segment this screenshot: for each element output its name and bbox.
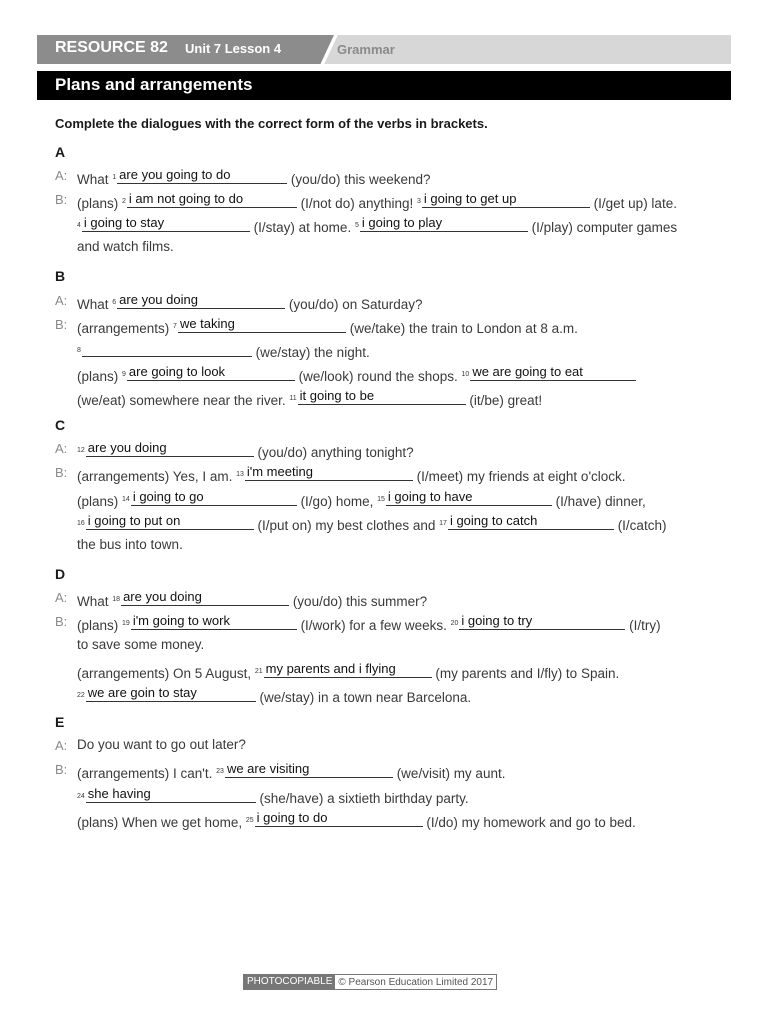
dialogue-line <box>77 316 578 336</box>
text: (I/catch) <box>613 518 667 533</box>
gap-number: 1 <box>112 173 117 181</box>
resource-number: RESOURCE 82 <box>55 39 168 56</box>
dialogue-line <box>77 810 636 830</box>
dialogue-line <box>77 464 626 484</box>
answer-text: she having <box>87 786 151 801</box>
answer-blank-18[interactable] <box>121 589 289 606</box>
footer <box>243 974 497 990</box>
topic-label: Grammar <box>337 42 395 57</box>
answer-text: are you doing <box>123 589 202 604</box>
gap-number: 25 <box>245 816 254 824</box>
text: (I/have) dinner, <box>551 494 646 509</box>
answer-blank-4[interactable] <box>82 215 250 232</box>
answer-blank-12[interactable] <box>86 440 254 457</box>
gap-number: 16 <box>77 519 85 527</box>
dialogue-line <box>77 388 542 408</box>
dialogue-line <box>77 167 431 187</box>
text: (my parents and I/fly) to Spain. <box>431 666 620 681</box>
answer-text: i going to play <box>361 215 443 230</box>
answer-blank-1[interactable] <box>117 167 287 184</box>
answer-text: i going to stay <box>83 215 165 230</box>
text: (we/take) the train to London at 8 a.m. <box>345 321 578 336</box>
answer-text: i going to have <box>387 489 473 504</box>
dialogue-line <box>77 685 471 705</box>
answer-blank-16[interactable] <box>86 513 254 530</box>
answer-text: are you doing <box>87 440 167 455</box>
answer-blank-2[interactable] <box>127 191 297 208</box>
answer-blank-23[interactable] <box>225 761 393 778</box>
answer-text: i going to get up <box>423 191 517 206</box>
dialogue-line: Do you want to go out later? <box>77 737 246 752</box>
answer-text: i'm meeting <box>246 464 313 479</box>
dialogue-line <box>77 340 370 360</box>
speaker-label: A: <box>55 441 68 456</box>
gap-number: 23 <box>216 767 224 775</box>
text: What <box>77 594 113 609</box>
text: (you/do) anything tonight? <box>253 445 414 460</box>
section-label-a: A <box>55 144 66 160</box>
title-bar <box>37 71 731 100</box>
answer-text: we are visiting <box>226 761 310 776</box>
text: (you/do) on Saturday? <box>285 297 423 312</box>
gap-number: 9 <box>122 370 126 378</box>
answer-text: i going to try <box>461 613 533 628</box>
dialogue-line <box>77 215 677 235</box>
answer-blank-21[interactable] <box>264 661 432 678</box>
page-title: Plans and arrangements <box>55 75 253 94</box>
text: (plans) <box>77 618 123 633</box>
text: (I/not do) anything! <box>296 196 417 211</box>
text: (she/have) a sixtieth birthday party. <box>255 791 469 806</box>
answer-blank-19[interactable] <box>131 613 297 630</box>
text: (plans) <box>77 369 123 384</box>
photocopiable-label: PHOTOCOPIABLE <box>244 975 335 989</box>
copyright-text: © Pearson Education Limited 2017 <box>338 976 494 988</box>
speaker-label: B: <box>55 762 68 777</box>
speaker-label: B: <box>55 465 68 480</box>
answer-blank-3[interactable] <box>422 191 590 208</box>
section-label-c: C <box>55 417 66 433</box>
gap-number: 8 <box>77 346 81 354</box>
text: (you/do) this summer? <box>289 594 428 609</box>
gap-number: 4 <box>77 221 81 229</box>
dialogue-line <box>77 589 427 609</box>
answer-blank-9[interactable] <box>127 364 295 381</box>
speaker-label: A: <box>55 168 68 183</box>
speaker-label: B: <box>55 317 68 332</box>
text: (I/get up) late. <box>589 196 677 211</box>
answer-text: i'm going to work <box>132 613 230 628</box>
dialogue-line: and watch films. <box>77 239 174 254</box>
text: (we/stay) in a town near Barcelona. <box>255 690 472 705</box>
speaker-label: B: <box>55 614 68 629</box>
text: (we/visit) my aunt. <box>392 766 506 781</box>
text: (I/play) computer games <box>527 220 678 235</box>
gap-number: 20 <box>450 619 459 627</box>
dialogue-line: to save some money. <box>77 637 205 652</box>
gap-number: 5 <box>354 221 359 229</box>
gap-number: 17 <box>439 519 447 527</box>
answer-blank-5[interactable] <box>360 215 528 232</box>
answer-blank-10[interactable] <box>470 364 636 381</box>
text: (plans) <box>77 494 123 509</box>
answer-blank-11[interactable] <box>298 388 466 405</box>
speaker-label: A: <box>55 293 68 308</box>
dialogue-line <box>77 613 661 633</box>
text: What <box>77 172 113 187</box>
instruction: Complete the dialogues with the correct form of the verbs in brackets. <box>55 116 488 131</box>
gap-number: 22 <box>77 691 85 699</box>
text: (I/put on) my best clothes and <box>253 518 440 533</box>
speaker-label: A: <box>55 738 68 753</box>
answer-text: are going to look <box>128 364 226 379</box>
dialogue-line <box>77 292 423 312</box>
answer-text: my parents and i flying <box>265 661 396 676</box>
dialogue-line <box>77 191 677 211</box>
text: (plans) <box>77 196 123 211</box>
gap-number: 18 <box>112 595 121 603</box>
answer-blank-7[interactable] <box>178 316 346 333</box>
text: (arrangements) On 5 August, <box>77 666 255 681</box>
text: (plans) When we get home, <box>77 815 246 830</box>
dialogue-line <box>77 661 619 681</box>
text: (I/work) for a few weeks. <box>296 618 451 633</box>
answer-blank-20[interactable] <box>459 613 625 630</box>
answer-text: i going to put on <box>87 513 181 528</box>
dialogue-line: the bus into town. <box>77 537 183 552</box>
unit-lesson: Unit 7 Lesson 4 <box>185 41 282 56</box>
text: (arrangements) <box>77 321 174 336</box>
answer-text: i going to do <box>256 810 328 825</box>
gap-number: 12 <box>77 446 85 454</box>
answer-text: i going to go <box>132 489 204 504</box>
gap-number: 10 <box>461 370 470 378</box>
text: (I/do) my homework and go to bed. <box>422 815 636 830</box>
speaker-label: A: <box>55 590 68 605</box>
text: (I/go) home, <box>296 494 378 509</box>
text: (it/be) great! <box>465 393 543 408</box>
gap-number: 3 <box>417 197 421 205</box>
answer-blank-6[interactable] <box>117 292 285 309</box>
gap-number: 6 <box>112 298 117 306</box>
gap-number: 21 <box>254 667 263 675</box>
section-label-b: B <box>55 268 66 284</box>
answer-text: it going to be <box>299 388 375 403</box>
section-label-e: E <box>55 714 65 730</box>
answer-text: we taking <box>179 316 235 331</box>
answer-blank-13[interactable] <box>245 464 413 481</box>
text: What <box>77 297 113 312</box>
gap-number: 15 <box>377 495 385 503</box>
text: (I/try) <box>625 618 661 633</box>
answer-blank-15[interactable] <box>386 489 552 506</box>
answer-text: i going to catch <box>449 513 538 528</box>
answer-text: are you doing <box>119 292 198 307</box>
speaker-label: B: <box>55 192 68 207</box>
answer-text: i am not going to do <box>128 191 244 206</box>
dialogue-line <box>77 761 505 781</box>
gap-number: 13 <box>236 470 244 478</box>
gap-number: 24 <box>77 792 85 800</box>
answer-blank-8[interactable] <box>82 340 252 357</box>
section-label-d: D <box>55 566 66 582</box>
dialogue-line <box>77 440 414 460</box>
text: (I/meet) my friends at eight o'clock. <box>412 469 626 484</box>
dialogue-line <box>77 786 469 806</box>
answer-blank-14[interactable] <box>131 489 297 506</box>
gap-number: 7 <box>173 322 177 330</box>
answer-text: are you going to do <box>119 167 231 182</box>
resource-header-bar <box>37 35 731 64</box>
gap-number: 14 <box>122 495 130 503</box>
text: (you/do) this weekend? <box>287 172 431 187</box>
text: (I/stay) at home. <box>249 220 355 235</box>
answer-text: we are goin to stay <box>87 685 197 700</box>
answer-blank-17[interactable] <box>448 513 614 530</box>
answer-text: we are going to eat <box>472 364 583 379</box>
dialogue-line <box>77 489 646 509</box>
gap-number: 2 <box>122 197 126 205</box>
dialogue-line <box>77 364 636 384</box>
text: (we/eat) somewhere near the river. <box>77 393 290 408</box>
text: (we/look) round the shops. <box>294 369 462 384</box>
answer-blank-22[interactable] <box>86 685 256 702</box>
answer-blank-25[interactable] <box>255 810 423 827</box>
text: (arrangements) Yes, I am. <box>77 469 237 484</box>
dialogue-line <box>77 513 666 533</box>
text: (we/stay) the night. <box>251 345 370 360</box>
gap-number: 11 <box>289 394 297 402</box>
text: (arrangements) I can't. <box>77 766 217 781</box>
answer-blank-24[interactable] <box>86 786 256 803</box>
gap-number: 19 <box>122 619 130 627</box>
